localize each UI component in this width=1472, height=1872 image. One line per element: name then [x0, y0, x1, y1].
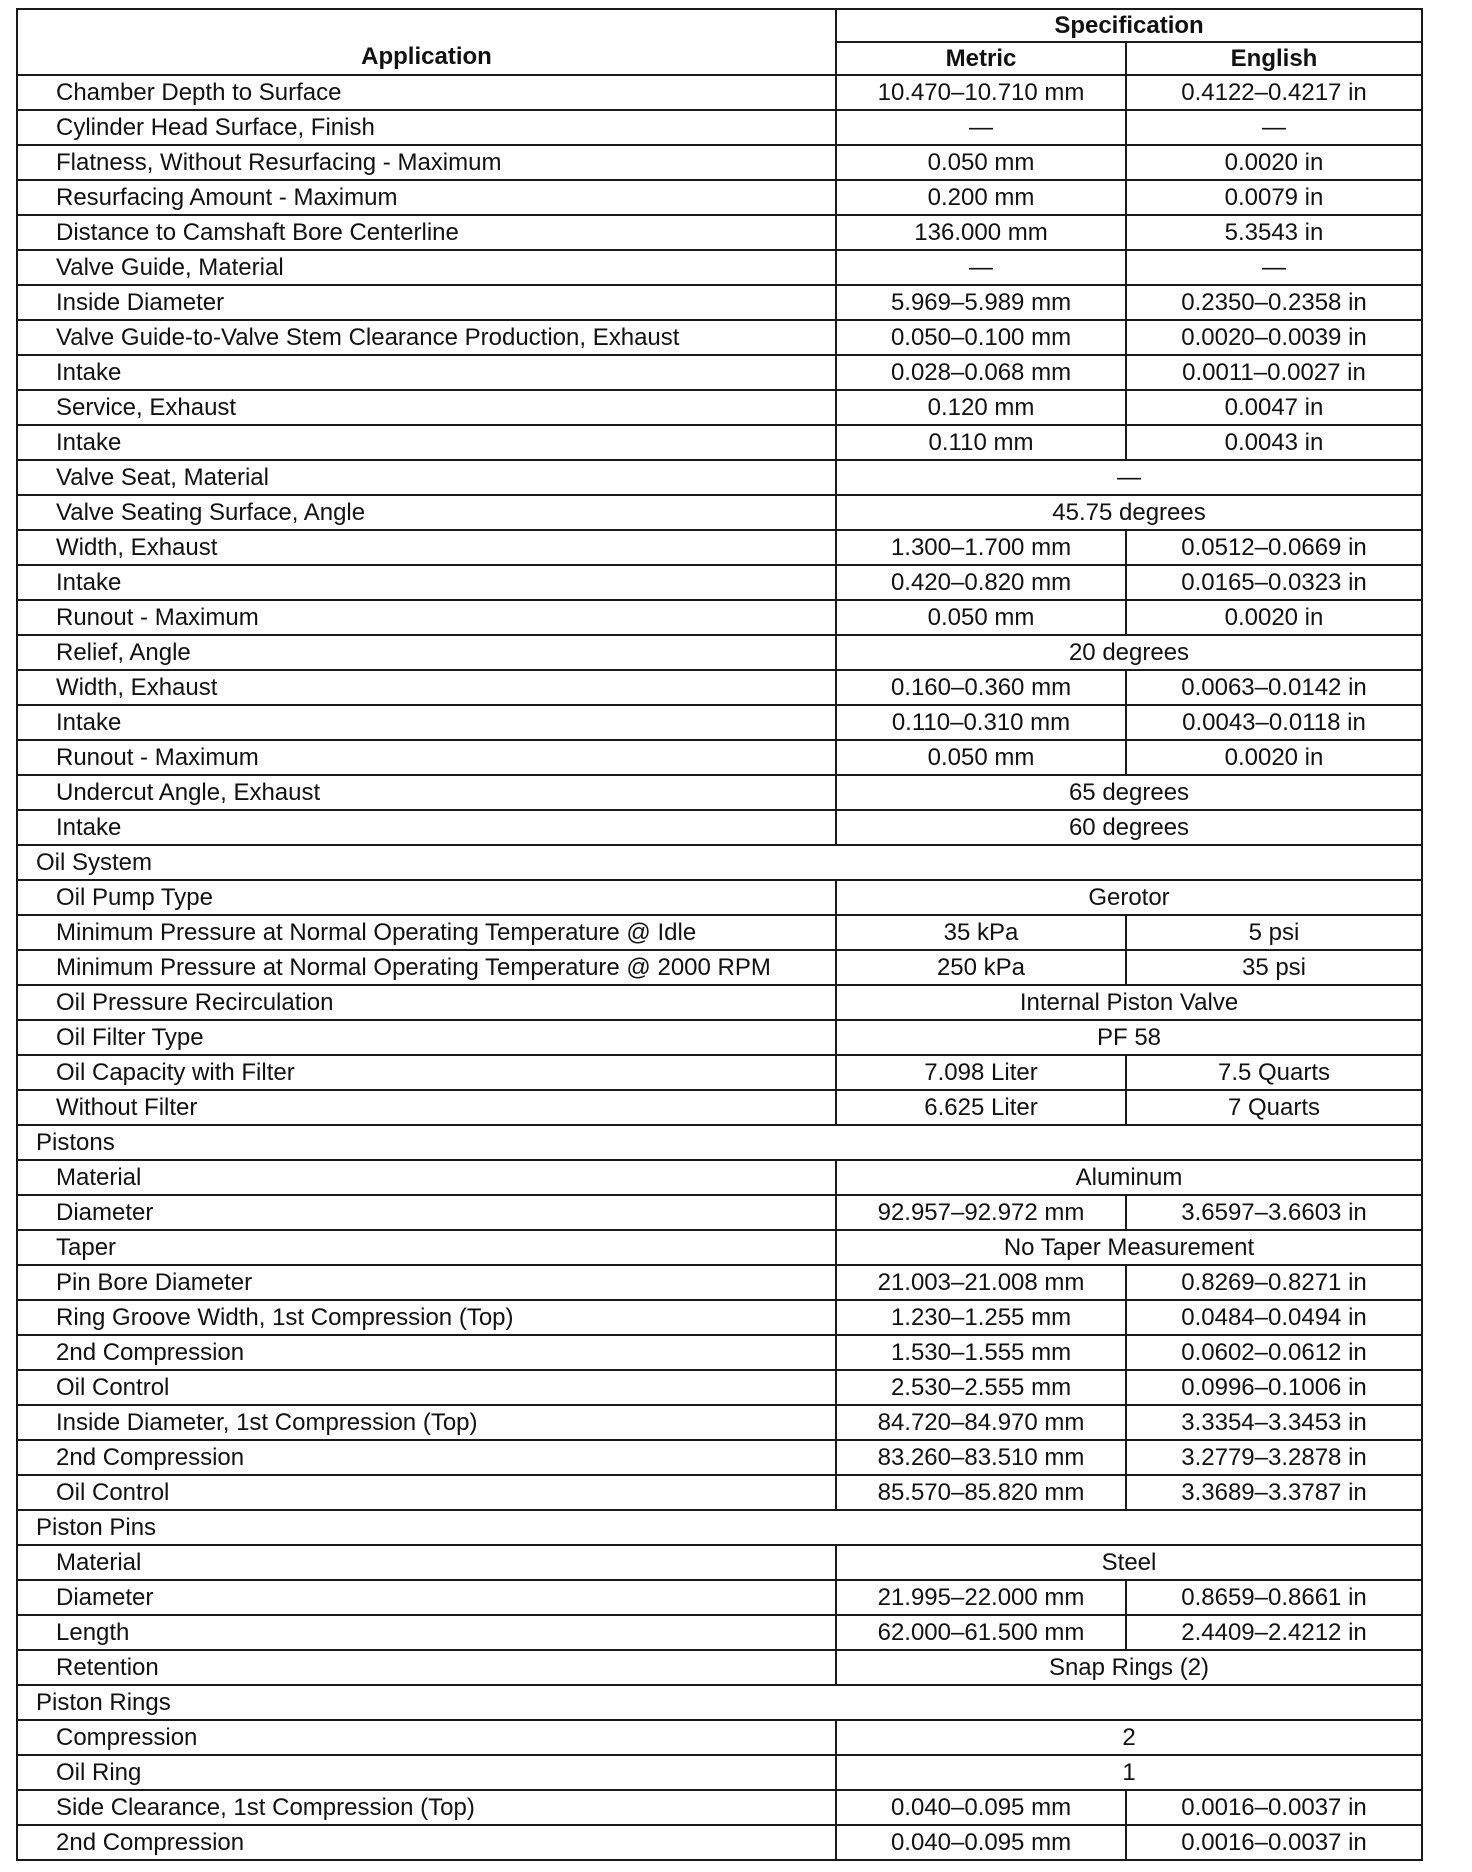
- application-cell: Valve Guide, Material: [17, 250, 836, 285]
- spec-merged-cell: 65 degrees: [836, 775, 1422, 810]
- application-cell: Inside Diameter: [17, 285, 836, 320]
- application-cell: Diameter: [17, 1580, 836, 1615]
- table-row: [17, 600, 1422, 635]
- metric-cell: 0.050 mm: [836, 145, 1126, 180]
- table-body: [17, 75, 1422, 1860]
- english-cell: 0.0043–0.0118 in: [1126, 705, 1422, 740]
- application-header: Application: [17, 9, 836, 75]
- application-cell: Intake: [17, 705, 836, 740]
- table-row: [17, 1720, 1422, 1755]
- table-row: [17, 1825, 1422, 1860]
- english-cell: 3.3689–3.3787 in: [1126, 1475, 1422, 1510]
- metric-cell: 5.969–5.989 mm: [836, 285, 1126, 320]
- section-row: [17, 1125, 1422, 1160]
- metric-cell: 250 kPa: [836, 950, 1126, 985]
- application-cell: Chamber Depth to Surface: [17, 75, 836, 110]
- application-cell: 2nd Compression: [17, 1335, 836, 1370]
- table-row: [17, 425, 1422, 460]
- english-cell: 0.0079 in: [1126, 180, 1422, 215]
- metric-cell: 21.003–21.008 mm: [836, 1265, 1126, 1300]
- table-row: [17, 565, 1422, 600]
- metric-cell: 7.098 Liter: [836, 1055, 1126, 1090]
- section-heading: Pistons: [17, 1125, 1422, 1160]
- application-cell: Oil Pump Type: [17, 880, 836, 915]
- table-header: [17, 9, 1422, 75]
- english-cell: 0.4122–0.4217 in: [1126, 75, 1422, 110]
- specification-table: [16, 8, 1423, 1861]
- english-cell: —: [1126, 110, 1422, 145]
- english-cell: 0.0020 in: [1126, 600, 1422, 635]
- english-cell: 0.0063–0.0142 in: [1126, 670, 1422, 705]
- table-row: [17, 1230, 1422, 1265]
- metric-cell: 0.200 mm: [836, 180, 1126, 215]
- metric-cell: 0.028–0.068 mm: [836, 355, 1126, 390]
- application-cell: Width, Exhaust: [17, 530, 836, 565]
- application-cell: Compression: [17, 1720, 836, 1755]
- table-row: [17, 1090, 1422, 1125]
- table-row: [17, 320, 1422, 355]
- english-cell: 0.0016–0.0037 in: [1126, 1825, 1422, 1860]
- spec-merged-cell: 20 degrees: [836, 635, 1422, 670]
- application-cell: Relief, Angle: [17, 635, 836, 670]
- table-row: [17, 985, 1422, 1020]
- metric-cell: 84.720–84.970 mm: [836, 1405, 1126, 1440]
- application-cell: Service, Exhaust: [17, 390, 836, 425]
- english-cell: —: [1126, 250, 1422, 285]
- application-cell: Resurfacing Amount - Maximum: [17, 180, 836, 215]
- metric-cell: 0.420–0.820 mm: [836, 565, 1126, 600]
- metric-cell: 2.530–2.555 mm: [836, 1370, 1126, 1405]
- metric-cell: —: [836, 250, 1126, 285]
- english-cell: 7.5 Quarts: [1126, 1055, 1422, 1090]
- application-cell: Oil Capacity with Filter: [17, 1055, 836, 1090]
- table-row: [17, 1370, 1422, 1405]
- application-cell: Valve Guide-to-Valve Stem Clearance Production, Exhaust: [17, 320, 836, 355]
- section-row: [17, 1685, 1422, 1720]
- spec-merged-cell: 2: [836, 1720, 1422, 1755]
- application-cell: Oil Pressure Recirculation: [17, 985, 836, 1020]
- application-cell: Distance to Camshaft Bore Centerline: [17, 215, 836, 250]
- metric-cell: 0.050 mm: [836, 600, 1126, 635]
- table-row: [17, 145, 1422, 180]
- application-cell: Width, Exhaust: [17, 670, 836, 705]
- metric-cell: 0.040–0.095 mm: [836, 1825, 1126, 1860]
- application-cell: Intake: [17, 565, 836, 600]
- table-row: [17, 1650, 1422, 1685]
- application-cell: Minimum Pressure at Normal Operating Temperature @ Idle: [17, 915, 836, 950]
- table-row: [17, 1055, 1422, 1090]
- english-cell: 7 Quarts: [1126, 1090, 1422, 1125]
- table-row: [17, 810, 1422, 845]
- application-cell: Intake: [17, 810, 836, 845]
- application-cell: Oil Control: [17, 1475, 836, 1510]
- table-row: [17, 1265, 1422, 1300]
- application-cell: Taper: [17, 1230, 836, 1265]
- english-cell: 5 psi: [1126, 915, 1422, 950]
- application-cell: 2nd Compression: [17, 1440, 836, 1475]
- english-cell: 0.2350–0.2358 in: [1126, 285, 1422, 320]
- table-row: [17, 670, 1422, 705]
- table-row: [17, 915, 1422, 950]
- metric-cell: 0.110 mm: [836, 425, 1126, 460]
- metric-cell: 0.040–0.095 mm: [836, 1790, 1126, 1825]
- table-row: [17, 1475, 1422, 1510]
- english-cell: 0.0602–0.0612 in: [1126, 1335, 1422, 1370]
- spec-merged-cell: No Taper Measurement: [836, 1230, 1422, 1265]
- metric-cell: —: [836, 110, 1126, 145]
- application-cell: Undercut Angle, Exhaust: [17, 775, 836, 810]
- metric-cell: 92.957–92.972 mm: [836, 1195, 1126, 1230]
- application-cell: Oil Ring: [17, 1755, 836, 1790]
- metric-cell: 0.050 mm: [836, 740, 1126, 775]
- table-row: [17, 1580, 1422, 1615]
- english-cell: 3.2779–3.2878 in: [1126, 1440, 1422, 1475]
- application-cell: Without Filter: [17, 1090, 836, 1125]
- spec-merged-cell: 1: [836, 1755, 1422, 1790]
- spec-sheet: [16, 8, 1421, 1861]
- specification-header: Specification: [836, 9, 1422, 42]
- english-cell: 0.0011–0.0027 in: [1126, 355, 1422, 390]
- english-cell: 3.3354–3.3453 in: [1126, 1405, 1422, 1440]
- english-cell: 0.0020 in: [1126, 740, 1422, 775]
- application-cell: Oil Filter Type: [17, 1020, 836, 1055]
- metric-cell: 0.110–0.310 mm: [836, 705, 1126, 740]
- metric-cell: 83.260–83.510 mm: [836, 1440, 1126, 1475]
- table-row: [17, 215, 1422, 250]
- english-cell: 5.3543 in: [1126, 215, 1422, 250]
- table-row: [17, 1615, 1422, 1650]
- table-row: [17, 460, 1422, 495]
- english-cell: 0.0047 in: [1126, 390, 1422, 425]
- table-row: [17, 355, 1422, 390]
- spec-merged-cell: Aluminum: [836, 1160, 1422, 1195]
- table-row: [17, 75, 1422, 110]
- table-row: [17, 1790, 1422, 1825]
- metric-header: Metric: [836, 42, 1126, 75]
- application-cell: Runout - Maximum: [17, 600, 836, 635]
- table-row: [17, 495, 1422, 530]
- application-cell: Valve Seating Surface, Angle: [17, 495, 836, 530]
- english-cell: 0.0165–0.0323 in: [1126, 565, 1422, 600]
- metric-cell: 1.230–1.255 mm: [836, 1300, 1126, 1335]
- table-row: [17, 1160, 1422, 1195]
- section-heading: Piston Rings: [17, 1685, 1422, 1720]
- metric-cell: 1.530–1.555 mm: [836, 1335, 1126, 1370]
- metric-cell: 0.050–0.100 mm: [836, 320, 1126, 355]
- application-cell: Pin Bore Diameter: [17, 1265, 836, 1300]
- application-cell: Intake: [17, 425, 836, 460]
- spec-merged-cell: 60 degrees: [836, 810, 1422, 845]
- english-cell: 0.8659–0.8661 in: [1126, 1580, 1422, 1615]
- table-row: [17, 705, 1422, 740]
- metric-cell: 35 kPa: [836, 915, 1126, 950]
- metric-cell: 0.160–0.360 mm: [836, 670, 1126, 705]
- spec-merged-cell: Gerotor: [836, 880, 1422, 915]
- spec-merged-cell: —: [836, 460, 1422, 495]
- application-cell: Flatness, Without Resurfacing - Maximum: [17, 145, 836, 180]
- application-cell: Intake: [17, 355, 836, 390]
- application-cell: Side Clearance, 1st Compression (Top): [17, 1790, 836, 1825]
- english-cell: 35 psi: [1126, 950, 1422, 985]
- english-cell: 0.0043 in: [1126, 425, 1422, 460]
- section-heading: Oil System: [17, 845, 1422, 880]
- metric-cell: 136.000 mm: [836, 215, 1126, 250]
- spec-merged-cell: 45.75 degrees: [836, 495, 1422, 530]
- english-cell: 0.0020 in: [1126, 145, 1422, 180]
- application-cell: Retention: [17, 1650, 836, 1685]
- metric-cell: 85.570–85.820 mm: [836, 1475, 1126, 1510]
- table-row: [17, 1545, 1422, 1580]
- application-cell: Minimum Pressure at Normal Operating Temperature @ 2000 RPM: [17, 950, 836, 985]
- metric-cell: 21.995–22.000 mm: [836, 1580, 1126, 1615]
- metric-cell: 6.625 Liter: [836, 1090, 1126, 1125]
- metric-cell: 1.300–1.700 mm: [836, 530, 1126, 565]
- spec-merged-cell: Snap Rings (2): [836, 1650, 1422, 1685]
- english-cell: 0.8269–0.8271 in: [1126, 1265, 1422, 1300]
- table-row: [17, 775, 1422, 810]
- metric-cell: 10.470–10.710 mm: [836, 75, 1126, 110]
- application-cell: Ring Groove Width, 1st Compression (Top): [17, 1300, 836, 1335]
- metric-cell: 0.120 mm: [836, 390, 1126, 425]
- table-row: [17, 880, 1422, 915]
- table-row: [17, 285, 1422, 320]
- table-row: [17, 1195, 1422, 1230]
- table-row: [17, 1405, 1422, 1440]
- english-cell: 0.0020–0.0039 in: [1126, 320, 1422, 355]
- application-cell: Length: [17, 1615, 836, 1650]
- spec-merged-cell: Internal Piston Valve: [836, 985, 1422, 1020]
- english-cell: 0.0996–0.1006 in: [1126, 1370, 1422, 1405]
- application-cell: Runout - Maximum: [17, 740, 836, 775]
- table-row: [17, 740, 1422, 775]
- english-cell: 2.4409–2.4212 in: [1126, 1615, 1422, 1650]
- table-row: [17, 1335, 1422, 1370]
- english-cell: 0.0484–0.0494 in: [1126, 1300, 1422, 1335]
- application-cell: 2nd Compression: [17, 1825, 836, 1860]
- table-row: [17, 1755, 1422, 1790]
- table-row: [17, 635, 1422, 670]
- table-row: [17, 1440, 1422, 1475]
- english-header: English: [1126, 42, 1422, 75]
- application-cell: Material: [17, 1160, 836, 1195]
- application-cell: Inside Diameter, 1st Compression (Top): [17, 1405, 836, 1440]
- application-cell: Oil Control: [17, 1370, 836, 1405]
- application-cell: Cylinder Head Surface, Finish: [17, 110, 836, 145]
- table-row: [17, 110, 1422, 145]
- table-row: [17, 950, 1422, 985]
- section-row: [17, 1510, 1422, 1545]
- table-row: [17, 180, 1422, 215]
- table-row: [17, 250, 1422, 285]
- metric-cell: 62.000–61.500 mm: [836, 1615, 1126, 1650]
- table-row: [17, 390, 1422, 425]
- english-cell: 0.0512–0.0669 in: [1126, 530, 1422, 565]
- english-cell: 3.6597–3.6603 in: [1126, 1195, 1422, 1230]
- section-row: [17, 845, 1422, 880]
- application-cell: Material: [17, 1545, 836, 1580]
- table-row: [17, 530, 1422, 565]
- application-cell: Valve Seat, Material: [17, 460, 836, 495]
- spec-merged-cell: PF 58: [836, 1020, 1422, 1055]
- english-cell: 0.0016–0.0037 in: [1126, 1790, 1422, 1825]
- section-heading: Piston Pins: [17, 1510, 1422, 1545]
- spec-merged-cell: Steel: [836, 1545, 1422, 1580]
- table-row: [17, 1020, 1422, 1055]
- table-row: [17, 1300, 1422, 1335]
- application-cell: Diameter: [17, 1195, 836, 1230]
